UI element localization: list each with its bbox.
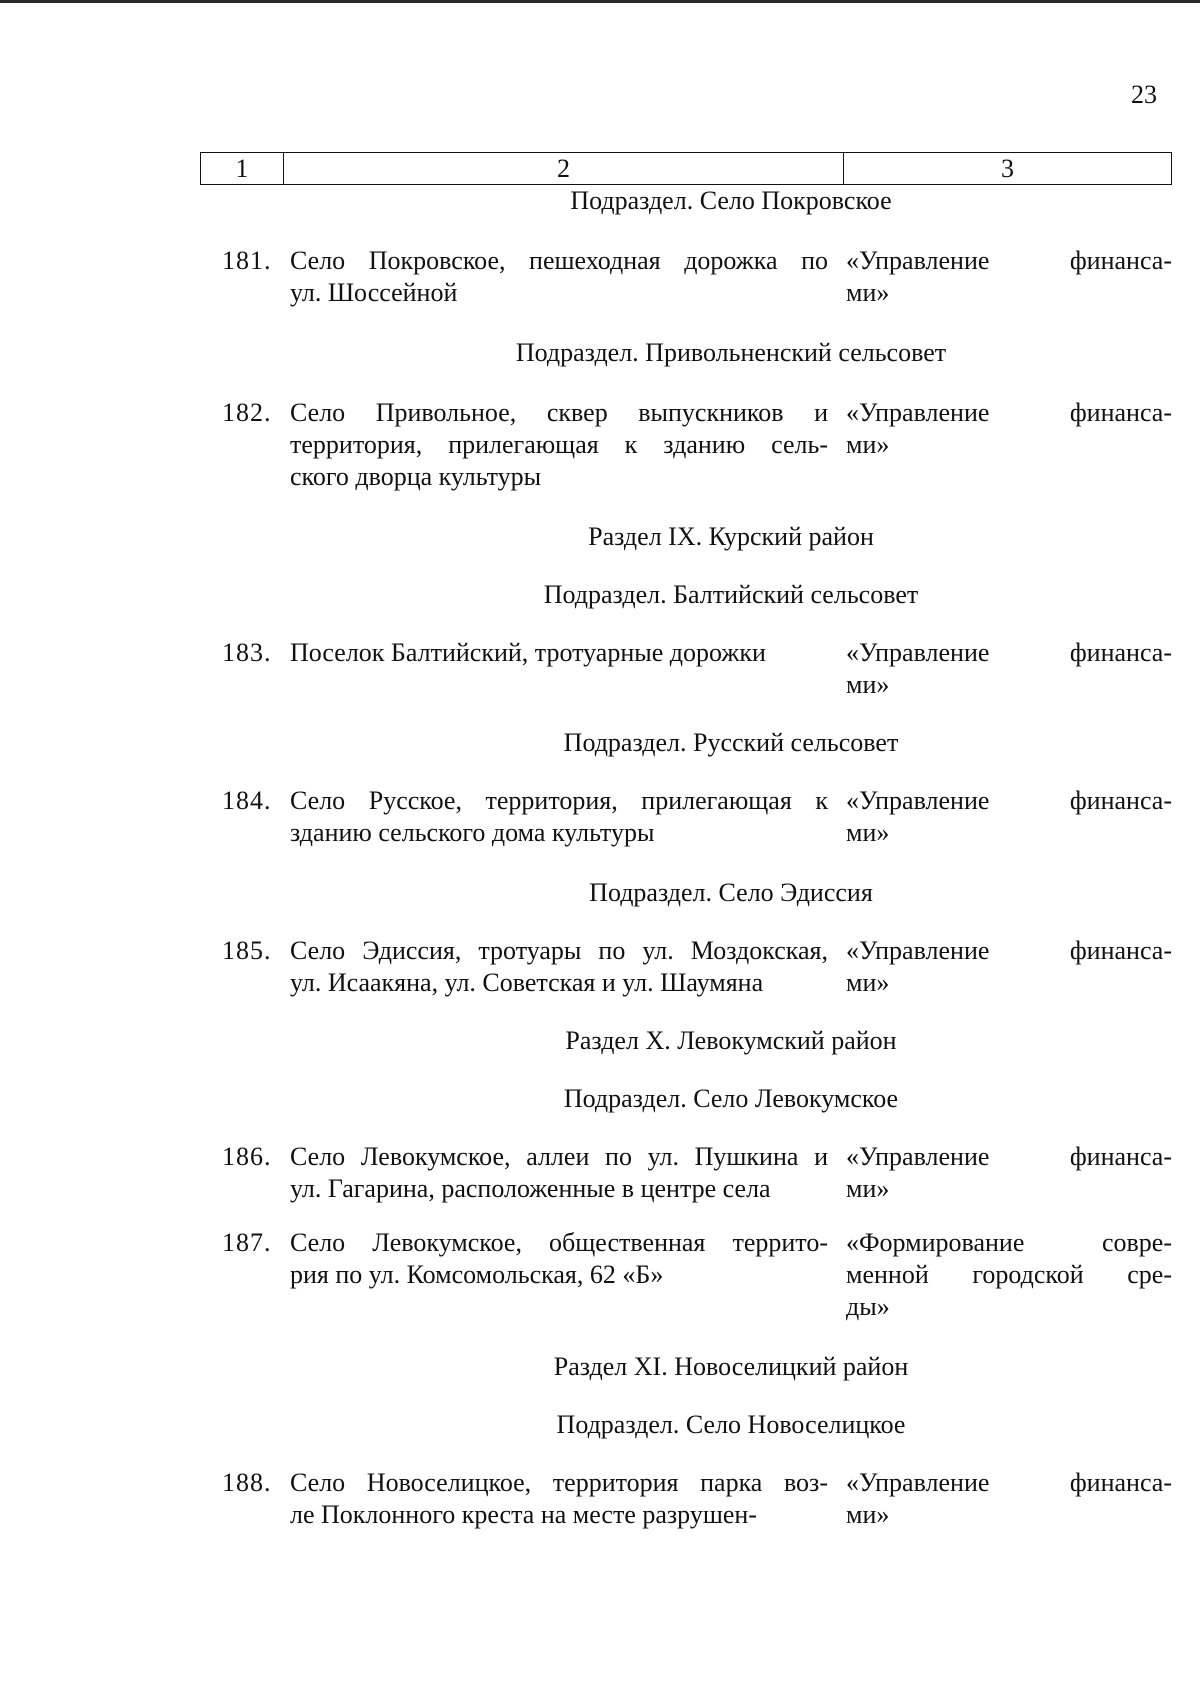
program-name bbox=[838, 637, 1172, 701]
section-heading: Подраздел. Село Эдиссия bbox=[589, 878, 873, 907]
program-line: «Управление финанса- bbox=[846, 936, 1172, 965]
table-row bbox=[200, 1467, 1172, 1531]
top-border-rule bbox=[0, 0, 1200, 3]
program-name bbox=[838, 1141, 1172, 1205]
object-description bbox=[290, 785, 838, 849]
row-number: 183. bbox=[222, 638, 272, 667]
description-line: Село Левокумское, общественная террито- bbox=[290, 1228, 828, 1257]
section-heading: Подраздел. Село Покровское bbox=[570, 186, 892, 215]
description-line: Село Русское, территория, прилегающая к bbox=[290, 786, 828, 815]
section-heading: Раздел X. Левокумский район bbox=[565, 1026, 897, 1055]
description-line: Село Привольное, сквер выпускников и bbox=[290, 398, 828, 427]
description-line: ул. Шоссейной bbox=[290, 278, 458, 307]
description-line: Село Эдиссия, тротуары по ул. Моздокская, bbox=[290, 936, 828, 965]
row-number: 187. bbox=[222, 1228, 272, 1257]
description-line: территория, прилегающая к зданию сель- bbox=[290, 430, 828, 459]
table-row bbox=[200, 935, 1172, 999]
section-heading: Подраздел. Привольненский сельсовет bbox=[515, 338, 947, 367]
page-number: 23 bbox=[1131, 80, 1157, 109]
section-heading: Подраздел. Село Левокумское bbox=[563, 1084, 899, 1113]
section-heading: Раздел XI. Новоселицкий район bbox=[553, 1352, 909, 1381]
program-name bbox=[838, 1467, 1172, 1531]
program-line: ми» bbox=[846, 968, 890, 997]
table-header-row bbox=[200, 152, 1172, 185]
table-row bbox=[200, 637, 1172, 701]
document-body bbox=[200, 185, 1172, 1531]
program-line: ми» bbox=[846, 1174, 890, 1203]
program-line: «Управление финанса- bbox=[846, 1142, 1172, 1171]
program-line: ми» bbox=[846, 278, 890, 307]
program-line: «Управление финанса- bbox=[846, 1468, 1172, 1497]
description-line: Село Новоселицкое, территория парка воз- bbox=[290, 1468, 828, 1497]
object-description bbox=[290, 397, 838, 493]
row-number: 182. bbox=[222, 398, 272, 427]
table-row bbox=[200, 245, 1172, 309]
row-number: 184. bbox=[222, 786, 272, 815]
header-col-1: 1 bbox=[201, 153, 284, 184]
object-description bbox=[290, 935, 838, 999]
object-description bbox=[290, 1467, 838, 1531]
object-description bbox=[290, 637, 838, 701]
program-name bbox=[838, 397, 1172, 493]
program-name bbox=[838, 245, 1172, 309]
description-line: Село Покровское, пешеходная дорожка по bbox=[290, 246, 828, 275]
section-heading: Подраздел. Балтийский сельсовет bbox=[543, 580, 919, 609]
description-line: ле Поклонного креста на месте разрушен- bbox=[290, 1500, 757, 1529]
row-number: 181. bbox=[222, 246, 272, 275]
program-name bbox=[838, 1227, 1172, 1323]
header-col-2: 2 bbox=[284, 153, 844, 184]
program-name bbox=[838, 785, 1172, 849]
object-description bbox=[290, 1227, 838, 1323]
table-row bbox=[200, 1227, 1172, 1323]
section-heading: Раздел IX. Курский район bbox=[588, 522, 874, 551]
section-heading: Подраздел. Село Новоселицкое bbox=[556, 1410, 906, 1439]
description-line: Село Левокумское, аллеи по ул. Пушкина и bbox=[290, 1142, 828, 1171]
header-col-3: 3 bbox=[1001, 153, 1014, 183]
table-row bbox=[200, 785, 1172, 849]
program-line: ды» bbox=[846, 1292, 890, 1321]
description-line: рия по ул. Комсомольская, 62 «Б» bbox=[290, 1260, 664, 1289]
description-line: ул. Гагарина, расположенные в центре села bbox=[290, 1174, 771, 1203]
table-row bbox=[200, 397, 1172, 493]
row-number: 185. bbox=[222, 936, 272, 965]
description-line: ского дворца культуры bbox=[290, 462, 542, 491]
program-name bbox=[838, 935, 1172, 999]
object-description bbox=[290, 1141, 838, 1205]
row-number: 186. bbox=[222, 1142, 272, 1171]
program-line: ми» bbox=[846, 818, 890, 847]
program-line: ми» bbox=[846, 1500, 890, 1529]
description-line: ул. Исаакяна, ул. Советская и ул. Шаумяна bbox=[290, 968, 764, 997]
program-line: «Управление финанса- bbox=[846, 398, 1172, 427]
section-heading: Подраздел. Русский сельсовет bbox=[563, 728, 899, 757]
row-number: 188. bbox=[222, 1468, 272, 1497]
table-row bbox=[200, 1141, 1172, 1205]
program-line: ми» bbox=[846, 430, 890, 459]
description-line: зданию сельского дома культуры bbox=[290, 818, 655, 847]
program-line: «Управление финанса- bbox=[846, 638, 1172, 667]
program-line: ми» bbox=[846, 670, 890, 699]
program-line: «Управление финанса- bbox=[846, 246, 1172, 275]
program-line: «Управление финанса- bbox=[846, 786, 1172, 815]
program-line: «Формирование совре- bbox=[846, 1228, 1172, 1257]
object-description bbox=[290, 245, 838, 309]
description-line: Поселок Балтийский, тротуарные дорожки bbox=[290, 638, 766, 667]
program-line: менной городской сре- bbox=[846, 1260, 1172, 1289]
